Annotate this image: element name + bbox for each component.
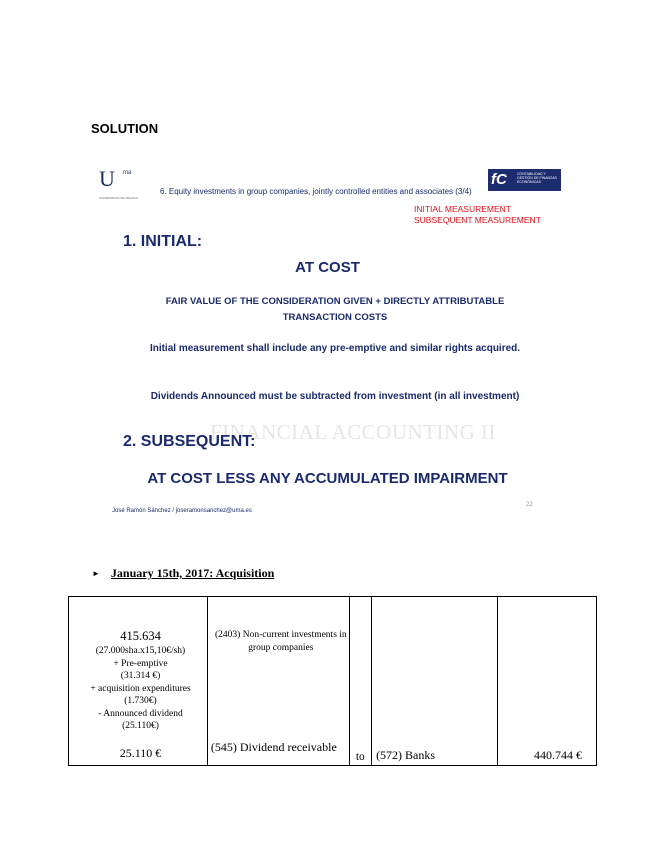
calc-line: + Pre-emptive: [113, 658, 168, 669]
initial-measurement-label: INITIAL MEASUREMENT: [414, 204, 511, 214]
calc-line: (1.730€): [124, 696, 157, 706]
calc-line: + acquisition expenditures: [90, 683, 191, 694]
bullet-arrow-icon: ►: [92, 569, 100, 578]
table-row: [69, 597, 597, 766]
journal-entry-table: [68, 596, 597, 766]
brand-logo: [488, 169, 561, 191]
watermark: FINANCIAL ACCOUNTING II: [210, 420, 497, 444]
calc-line: (27.000sha.x15,10€/sh): [95, 646, 186, 656]
university-logo-caption: UNIVERSIDAD DE MÁLAGA: [99, 196, 138, 200]
university-logo-mark: U: [99, 166, 115, 191]
university-logo: [99, 168, 139, 212]
to-cell: to: [349, 597, 372, 766]
slide-page-number: 22: [526, 502, 533, 508]
slide-title: 6. Equity investments in group companies, jointly controlled entities and associates (3/4): [160, 187, 472, 196]
dividends-text: Dividends Announced must be subtracted from investment (in all investment): [150, 391, 520, 402]
section-initial: 1. INITIAL:: [123, 233, 203, 250]
entry-heading: [92, 566, 274, 581]
calc-total: 415.634: [120, 629, 161, 643]
debit-amount-cell: [69, 597, 208, 766]
at-cost-less-impairment: AT COST LESS ANY ACCUMULATED IMPAIRMENT: [147, 470, 508, 487]
university-logo-sup: ma: [123, 170, 132, 176]
initial-measurement-text: Initial measurement shall include any pre-emptive and similar rights acquired.: [149, 343, 521, 354]
subsequent-measurement-label: SUBSEQUENT MEASUREMENT: [414, 215, 541, 225]
credit-account-cell: (572) Banks: [372, 597, 498, 766]
solution-heading: SOLUTION: [91, 121, 159, 136]
section-subsequent: 2. SUBSEQUENT:: [123, 433, 256, 450]
dividend-amount: 25.110 €: [119, 746, 162, 760]
account-545: (545) Dividend receivable: [210, 740, 337, 754]
brand-logo-caption: CONTABILIDAD Y GESTIÓN DE FINANZAS ECONÓMICAS: [517, 172, 557, 184]
debit-account-cell: [207, 597, 349, 766]
brand-logo-mark: fC: [491, 171, 507, 188]
account-2403: (2403) Non-current investments in group companies: [215, 630, 347, 653]
calc-line: - Announced dividend: [98, 708, 183, 719]
calc-line: (25.110€): [122, 721, 159, 731]
cost-calculation: [69, 627, 212, 733]
fair-value-text: FAIR VALUE OF THE CONSIDERATION GIVEN + DIRECTLY ATTRIBUTABLE TRANSACTION COSTS: [165, 296, 505, 323]
credit-amount-cell: 440.744 €: [497, 597, 596, 766]
at-cost-heading: AT COST: [295, 259, 360, 276]
calc-line: (31.314 €): [120, 671, 161, 681]
entry-date: January 15th, 2017: Acquisition: [110, 566, 275, 580]
slide-footer: José Ramón Sánchez / joseramonsanchez@uma.es: [112, 508, 252, 514]
